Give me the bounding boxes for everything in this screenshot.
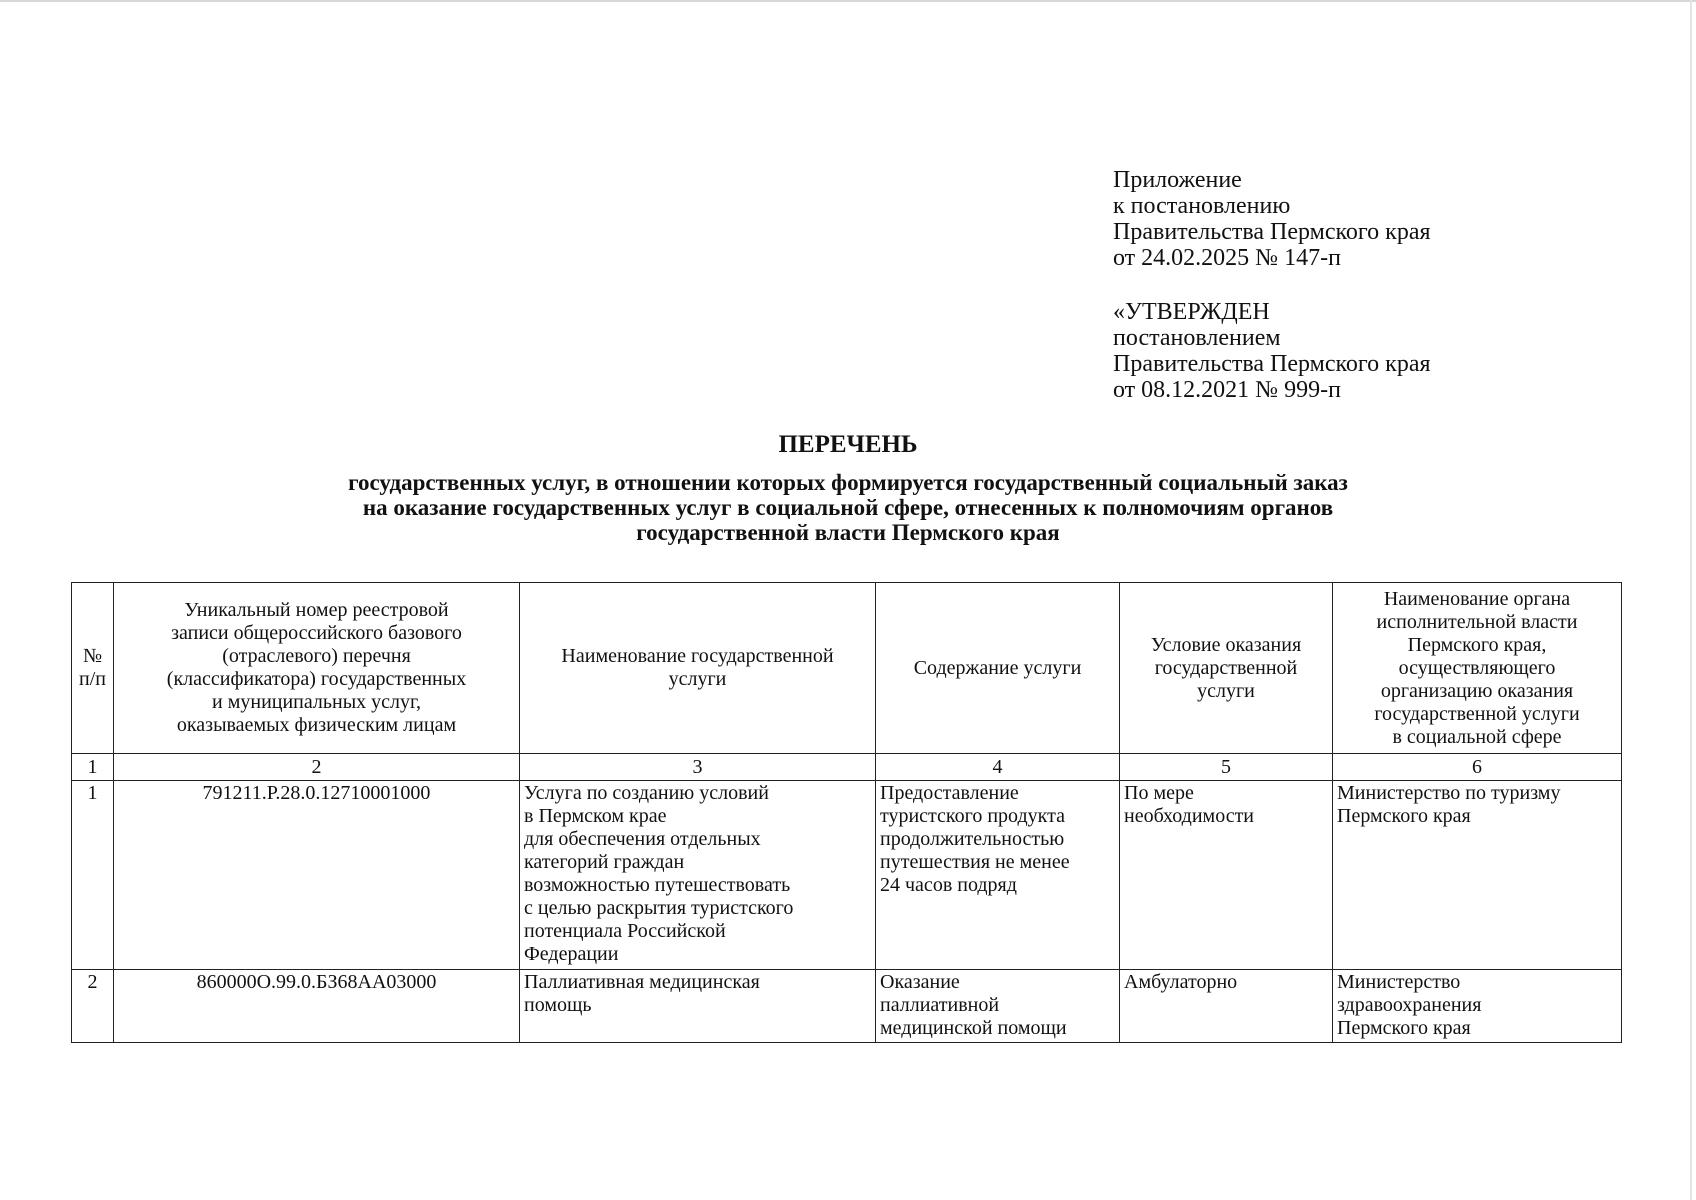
service-name bbox=[520, 970, 876, 1043]
cell-line: потенциала Российской bbox=[524, 920, 726, 942]
approved-line: «УТВЕРЖДЕН bbox=[1113, 299, 1270, 325]
table-header-row bbox=[72, 583, 1622, 754]
cell-line: Министерство по туризму bbox=[1337, 782, 1561, 804]
cell-line: Федерации bbox=[524, 943, 619, 965]
header-line: Наименование органа bbox=[1383, 587, 1571, 610]
cell-line: Пермского края bbox=[1337, 805, 1471, 827]
header-line: и муниципальных услуг, bbox=[212, 691, 421, 713]
header-line: записи общероссийского базового bbox=[171, 622, 462, 644]
cell-line: здравоохранения bbox=[1337, 994, 1482, 1016]
cell-line: туристского продукта bbox=[880, 805, 1065, 827]
approved-line: Правительства Пермского края bbox=[1113, 351, 1431, 377]
header-line: Уникальный номер реестровой bbox=[184, 599, 449, 621]
cell-line: помощь bbox=[524, 994, 592, 1016]
scan-edge-top bbox=[0, 0, 1696, 2]
table-row bbox=[72, 781, 1622, 970]
subtitle-line: на оказание государственных услуг в социальной сфере, отнесенных к полномочиям органов bbox=[362, 495, 1334, 520]
header-line: государственной bbox=[1154, 656, 1298, 679]
header-number bbox=[72, 583, 114, 754]
cell-line: необходимости bbox=[1124, 805, 1255, 827]
column-number: 5 bbox=[1120, 754, 1333, 781]
registry-number: 791211.Р.28.0.12710001000 bbox=[114, 781, 520, 970]
header-line: Содержание услуги bbox=[913, 656, 1082, 679]
cell-line: Услуга по созданию условий bbox=[524, 782, 769, 804]
cell-line: 24 часов подряд bbox=[880, 874, 1017, 896]
header-content bbox=[876, 583, 1120, 754]
service-content bbox=[876, 781, 1120, 970]
cell-line: Министерство bbox=[1337, 971, 1461, 993]
cell-line: паллиативной bbox=[880, 994, 1000, 1016]
row-number: 2 bbox=[72, 970, 114, 1043]
subtitle-line: государственной власти Пермского края bbox=[636, 520, 1060, 545]
appendix-line: к постановлению bbox=[1113, 193, 1291, 219]
header-line: п/п bbox=[79, 668, 106, 690]
cell-line: Пермского края bbox=[1337, 1017, 1471, 1039]
appendix-line: Приложение bbox=[1113, 167, 1242, 193]
approved-line: постановлением bbox=[1113, 325, 1281, 351]
column-number: 1 bbox=[72, 754, 114, 781]
column-number: 6 bbox=[1333, 754, 1622, 781]
document-subtitle bbox=[180, 470, 1516, 545]
header-line: Условие оказания bbox=[1150, 633, 1302, 656]
cell-line: Оказание bbox=[880, 971, 960, 993]
header-line: организацию оказания bbox=[1380, 679, 1574, 702]
header-line: исполнительной власти bbox=[1376, 610, 1578, 633]
header-registry-number bbox=[114, 583, 520, 754]
column-number: 4 bbox=[876, 754, 1120, 781]
header-authority bbox=[1333, 583, 1622, 754]
header-line: (отраслевого) перечня bbox=[222, 645, 411, 667]
header-line: (классификатора) государственных bbox=[166, 668, 467, 690]
cell-line: продолжительностью bbox=[880, 828, 1065, 850]
header-service-name bbox=[520, 583, 876, 754]
header-line: услуги bbox=[668, 668, 727, 690]
appendix-stamp bbox=[1113, 167, 1533, 403]
appendix-line: Правительства Пермского края bbox=[1113, 219, 1431, 245]
service-condition bbox=[1120, 970, 1333, 1043]
cell-line: медицинской помощи bbox=[880, 1017, 1067, 1039]
scan-edge-right bbox=[1690, 0, 1692, 1200]
header-condition bbox=[1120, 583, 1333, 754]
appendix-line: от 24.02.2025 № 147-п bbox=[1113, 245, 1341, 271]
registry-number: 860000О.99.0.БЗ68АА03000 bbox=[114, 970, 520, 1043]
header-line: в социальной сфере bbox=[1392, 725, 1562, 748]
cell-line: Паллиативная медицинская bbox=[524, 971, 760, 993]
service-authority bbox=[1333, 781, 1622, 970]
column-number: 3 bbox=[520, 754, 876, 781]
header-line: № bbox=[82, 645, 103, 667]
cell-line: для обеспечения отдельных bbox=[524, 828, 761, 850]
header-line: оказываемых физическим лицам bbox=[176, 714, 457, 736]
service-content bbox=[876, 970, 1120, 1043]
table-row bbox=[72, 970, 1622, 1043]
header-line: государственной услуги bbox=[1374, 702, 1580, 725]
service-authority bbox=[1333, 970, 1622, 1043]
header-line: услуги bbox=[1197, 679, 1255, 702]
cell-line: возможностью путешествовать bbox=[524, 874, 791, 896]
service-name bbox=[520, 781, 876, 970]
services-table bbox=[71, 582, 1622, 1043]
header-line: Наименование государственной bbox=[561, 645, 834, 667]
cell-line: По мере bbox=[1124, 782, 1194, 804]
header-line: осуществляющего bbox=[1398, 656, 1556, 679]
column-number: 2 bbox=[114, 754, 520, 781]
document-title: ПЕРЕЧЕНЬ bbox=[778, 431, 918, 458]
cell-line: путешествия не менее bbox=[880, 851, 1070, 873]
approved-stamp bbox=[1113, 299, 1533, 403]
cell-line: Предоставление bbox=[880, 782, 1019, 804]
cell-line: в Пермском крае bbox=[524, 805, 667, 827]
row-number: 1 bbox=[72, 781, 114, 970]
cell-line: с целью раскрытия туристского bbox=[524, 897, 794, 919]
column-number-row bbox=[72, 754, 1622, 781]
subtitle-line: государственных услуг, в отношении которых формируется государственный социальный заказ bbox=[348, 470, 1348, 495]
service-condition bbox=[1120, 781, 1333, 970]
cell-line: Амбулаторно bbox=[1124, 971, 1238, 993]
header-line: Пермского края, bbox=[1407, 633, 1547, 656]
approved-line: от 08.12.2021 № 999-п bbox=[1113, 377, 1341, 403]
cell-line: категорий граждан bbox=[524, 851, 685, 873]
